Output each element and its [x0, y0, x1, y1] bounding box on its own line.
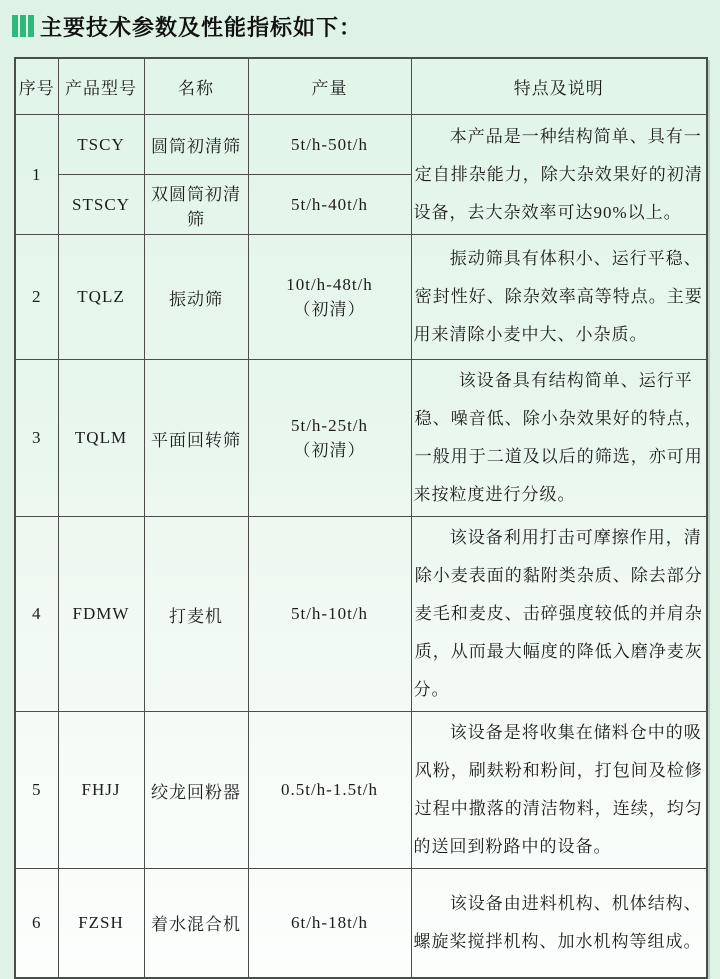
- serial-cell: 6: [15, 869, 58, 978]
- output-value: 10t/h-48t/h: [286, 274, 373, 294]
- output-cell: 0.5t/h-1.5t/h: [248, 712, 411, 869]
- name-cell: 打麦机: [144, 517, 248, 712]
- model-cell: FZSH: [58, 869, 144, 978]
- output-cell: [248, 235, 411, 360]
- model-cell: TQLM: [58, 360, 144, 517]
- name-cell: 绞龙回粉器: [144, 712, 248, 869]
- name-cell: 振动筛: [144, 235, 248, 360]
- name-cell: 双圆筒初清筛: [144, 175, 248, 235]
- table-row: [15, 712, 707, 869]
- output-note: （初清）: [293, 440, 366, 460]
- table-row: [15, 115, 707, 175]
- header-model: 产品型号: [58, 58, 144, 115]
- description-text: 该设备由进料机构、机体结构、螺旋桨搅拌机构、加水机构等组成。: [413, 893, 702, 951]
- model-cell: FDMW: [58, 517, 144, 712]
- serial-cell: 2: [15, 235, 58, 360]
- serial-cell: 1: [15, 115, 58, 235]
- description-text: 该设备具有结构简单、运行平稳、噪音低、除小杂效果好的特点，一般用于二道及以后的筛选，亦可用来按粒度进行分级。: [413, 371, 703, 504]
- output-cell: 5t/h-50t/h: [248, 115, 411, 175]
- description-cell: [411, 360, 707, 517]
- output-cell: [248, 360, 411, 517]
- table-row: [15, 869, 707, 978]
- green-bars-icon: [12, 15, 34, 37]
- header-name: 名称: [144, 58, 248, 115]
- output-cell: 5t/h-40t/h: [248, 175, 411, 235]
- name-cell: 着水混合机: [144, 869, 248, 978]
- name-cell: 平面回转筛: [144, 360, 248, 517]
- description-cell: [411, 712, 707, 869]
- description-cell: [411, 235, 707, 360]
- header-serial: 序号: [15, 58, 58, 115]
- output-cell: 5t/h-10t/h: [248, 517, 411, 712]
- header-features: 特点及说明: [411, 58, 707, 115]
- output-note: （初清）: [293, 299, 366, 319]
- serial-cell: 5: [15, 712, 58, 869]
- description-text: 本产品是一种结构简单、具有一定自排杂能力，除大杂效果好的初清设备，去大杂效率可达90%以上。: [413, 126, 703, 222]
- table-row: [15, 517, 707, 712]
- table-row: [15, 235, 707, 360]
- model-cell: TSCY: [58, 115, 144, 175]
- serial-cell: 3: [15, 360, 58, 517]
- description-cell: [411, 517, 707, 712]
- page-title: 主要技术参数及性能指标如下：: [40, 14, 363, 40]
- output-value: 5t/h-25t/h: [290, 415, 369, 435]
- section-title-bar: [0, 0, 720, 43]
- model-cell: STSCY: [58, 175, 144, 235]
- description-text: 振动筛具有体积小、运行平稳、密封性好、除杂效率高等特点。主要用来清除小麦中大、小杂质。: [413, 249, 703, 344]
- description-cell: [411, 869, 707, 978]
- model-cell: FHJJ: [58, 712, 144, 869]
- description-cell: [411, 115, 707, 235]
- output-cell: 6t/h-18t/h: [248, 869, 411, 978]
- description-text: 该设备是将收集在储料仓中的吸风粉，刷麸粉和粉间，打包间及检修过程中撒落的清洁物料，连续，均匀的送回到粉路中的设备。: [413, 723, 703, 856]
- table-header-row: [15, 58, 707, 115]
- name-cell: 圆筒初清筛: [144, 115, 248, 175]
- description-text: 该设备利用打击可摩擦作用，清除小麦表面的黏附类杂质、除去部分麦毛和麦皮、击碎强度较低的并肩杂质，从而最大幅度的降低入磨净麦灰分。: [413, 528, 703, 699]
- model-cell: TQLZ: [58, 235, 144, 360]
- serial-cell: 4: [15, 517, 58, 712]
- spec-table: [14, 57, 708, 979]
- header-output: 产量: [248, 58, 411, 115]
- table-row: [15, 360, 707, 517]
